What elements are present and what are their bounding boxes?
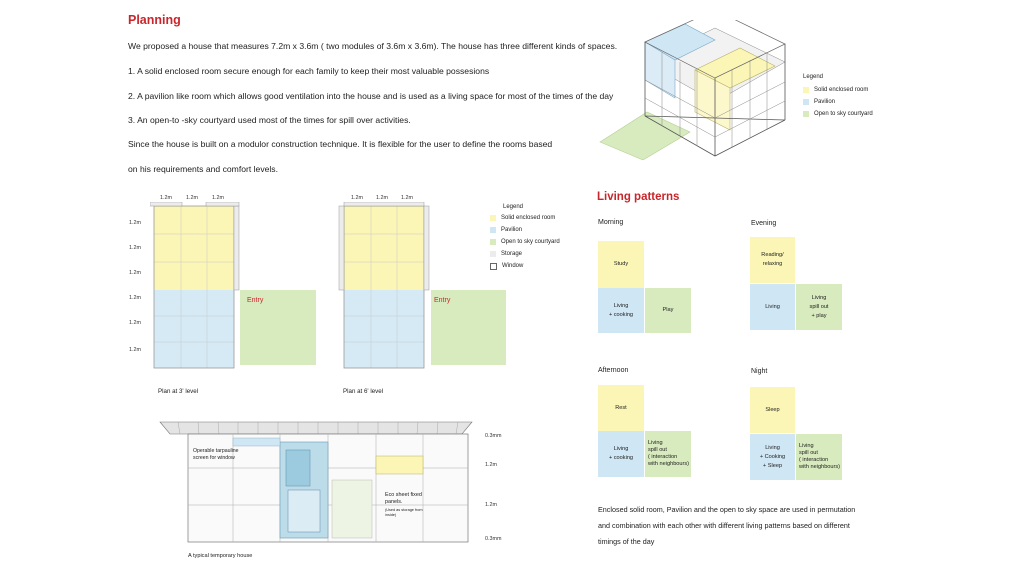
plan-legend-title: Legend: [503, 204, 524, 210]
evening-reading-sub: relaxing: [762, 261, 783, 267]
section-caption: A typical temporary house: [188, 553, 253, 559]
afternoon-spill-interaction: ( interaction: [648, 454, 678, 460]
night-spill-tile: [796, 434, 842, 480]
section-elevation-drawing: [158, 418, 478, 546]
planning-line-1: We proposed a house that measures 7.2m x 3.6m ( two modules of 3.6m x 3.6m). The house has three different kinds of spaces.: [128, 41, 618, 51]
plan2-top-dim-3: 1.2m: [401, 195, 413, 201]
eco-sheet-title: Eco sheet fixed panels.: [385, 492, 422, 505]
night-sleep-tile: [750, 387, 795, 433]
plan-legend-storage: [490, 248, 560, 260]
living-summary-2: and combination with each other with different living patterns based on different: [598, 521, 850, 530]
afternoon-label: Afternoon: [598, 367, 629, 374]
isometric-house-drawing: [595, 20, 800, 160]
morning-living-sub: + cooking: [608, 311, 634, 318]
planning-title: Planning: [128, 13, 181, 27]
section-dim-1: 0.3mm: [485, 433, 502, 439]
plan1-caption: Plan at 3' level: [158, 388, 199, 395]
plan-legend-storage-label: Storage: [501, 251, 523, 257]
plan-legend-solid-label: Solid enclosed room: [501, 215, 556, 221]
plan1-drawing: [150, 202, 242, 372]
afternoon-spill-sub: spill out: [648, 447, 667, 453]
planning-line-2: 1. A solid enclosed room secure enough for each family to keep their most valuable possesions: [128, 66, 490, 76]
night-spill-interaction: ( interaction: [799, 457, 829, 463]
plan1-side-dim-4: 1.2m: [129, 295, 141, 301]
morning-living-tile: [598, 288, 644, 333]
plan-legend-window-label: Window: [502, 263, 524, 269]
planning-line-6: on his requirements and comfort levels.: [128, 164, 278, 174]
eco-sheet-sub: (Used as storage from inside): [385, 508, 423, 517]
evening-spill-play: + play: [811, 312, 827, 319]
plan1-top-dim-3: 1.2m: [212, 195, 224, 201]
plan-legend: [490, 204, 560, 272]
night-spill-sub: spill out: [799, 450, 818, 456]
pavilion-swatch: [490, 227, 496, 233]
plan1-top-dim-1: 1.2m: [160, 195, 172, 201]
night-living-tile: [750, 434, 795, 480]
night-living-label: Living: [765, 444, 780, 451]
plan-legend-solid: [490, 212, 560, 224]
storage-swatch: [490, 251, 496, 257]
plan2-top-dim-2: 1.2m: [376, 195, 388, 201]
afternoon-spill-tile: [645, 431, 691, 477]
plan-legend-pavilion-label: Pavilion: [501, 227, 523, 233]
section-dim-4: 0.3mm: [485, 536, 502, 542]
iso-legend-title: Legend: [803, 74, 824, 80]
living-summary-1: Enclosed solid room, Pavilion and the open to sky space are used in permutation: [598, 505, 856, 514]
night-spill-label: Living: [799, 443, 814, 449]
evening-living-label: Living: [765, 303, 780, 310]
window-swatch: [490, 263, 497, 270]
morning-play-tile: [645, 288, 691, 333]
evening-reading-tile: [750, 237, 795, 283]
plan-legend-window: [490, 260, 560, 272]
afternoon-rest-label: Rest: [615, 404, 627, 411]
plan-legend-pavilion: [490, 224, 560, 236]
plan-legend-courtyard: [490, 236, 560, 248]
solid-swatch: [803, 87, 809, 93]
planning-line-3: 2. A pavilion like room which allows good ventilation into the house and is used as a living space for most of the times of the day: [128, 91, 614, 101]
evening-spill-label: Living: [811, 294, 827, 301]
plan2-entry-label: Entry: [434, 297, 451, 304]
morning-study-label: Study: [613, 261, 629, 267]
plan2-top-dim-1: 1.2m: [351, 195, 363, 201]
morning-living-label: Living: [613, 302, 629, 309]
afternoon-spill-label: Living: [648, 440, 663, 446]
operable-screen-label: Operable tarpauline screen for window: [193, 448, 239, 461]
plan1-entry-label: Entry: [247, 297, 264, 304]
planning-line-4: 3. An open-to -sky courtyard used most of the times for spill over activities.: [128, 115, 411, 125]
plan2-drawing: [338, 202, 434, 372]
courtyard-swatch: [490, 239, 496, 245]
iso-legend-solid-label: Solid enclosed room: [814, 87, 869, 93]
section-dim-3: 1.2m: [485, 502, 497, 508]
morning-study-tile: [598, 241, 644, 288]
night-living-cooking: + Cooking: [759, 453, 786, 460]
iso-legend-pavilion: [803, 96, 873, 108]
plan1-side-dim-3: 1.2m: [129, 270, 141, 276]
iso-legend-courtyard: [803, 108, 873, 120]
iso-legend: [803, 74, 873, 120]
night-label: Night: [751, 368, 768, 375]
plan1-side-dim-1: 1.2m: [129, 220, 141, 226]
iso-legend-solid: [803, 84, 873, 96]
plan1-side-dim-2: 1.2m: [129, 245, 141, 251]
solid-swatch: [490, 215, 496, 221]
plan1-side-dim-6: 1.2m: [129, 347, 141, 353]
pavilion-swatch: [803, 99, 809, 105]
afternoon-spill-neighbours: with neighbours): [648, 461, 690, 467]
plan1-top-dim-2: 1.2m: [186, 195, 198, 201]
living-patterns-title: Living patterns: [597, 191, 680, 203]
plan2-caption: Plan at 6' level: [343, 388, 384, 395]
evening-spill-tile: [796, 284, 842, 330]
plan-legend-courtyard-label: Open to sky courtyard: [501, 239, 560, 245]
night-sleep-label: Sleep: [765, 406, 780, 413]
evening-reading-label: Reading/: [761, 252, 784, 258]
evening-spill-sub: spill out: [809, 303, 829, 310]
evening-label: Evening: [751, 220, 777, 227]
night-living-sleep: + Sleep: [762, 462, 783, 469]
morning-label: Morning: [598, 219, 624, 226]
evening-living-tile: [750, 284, 795, 330]
afternoon-rest-tile: [598, 385, 644, 431]
iso-legend-pavilion-label: Pavilion: [814, 99, 836, 105]
planning-line-5: Since the house is built on a modulor construction technique. It is flexible for the user to define the rooms based: [128, 139, 553, 149]
afternoon-living-tile: [598, 431, 644, 477]
section-dim-2: 1.2m: [485, 462, 497, 468]
living-summary-3: timings of the day: [598, 537, 655, 546]
afternoon-living-label: Living: [613, 446, 629, 452]
morning-play-label: Play: [662, 307, 674, 313]
afternoon-living-sub: + cooking: [608, 455, 634, 461]
iso-legend-courtyard-label: Open to sky courtyard: [814, 111, 873, 117]
night-spill-neighbours: with neighbours): [799, 464, 841, 470]
courtyard-swatch: [803, 111, 809, 117]
plan1-side-dim-5: 1.2m: [129, 320, 141, 326]
